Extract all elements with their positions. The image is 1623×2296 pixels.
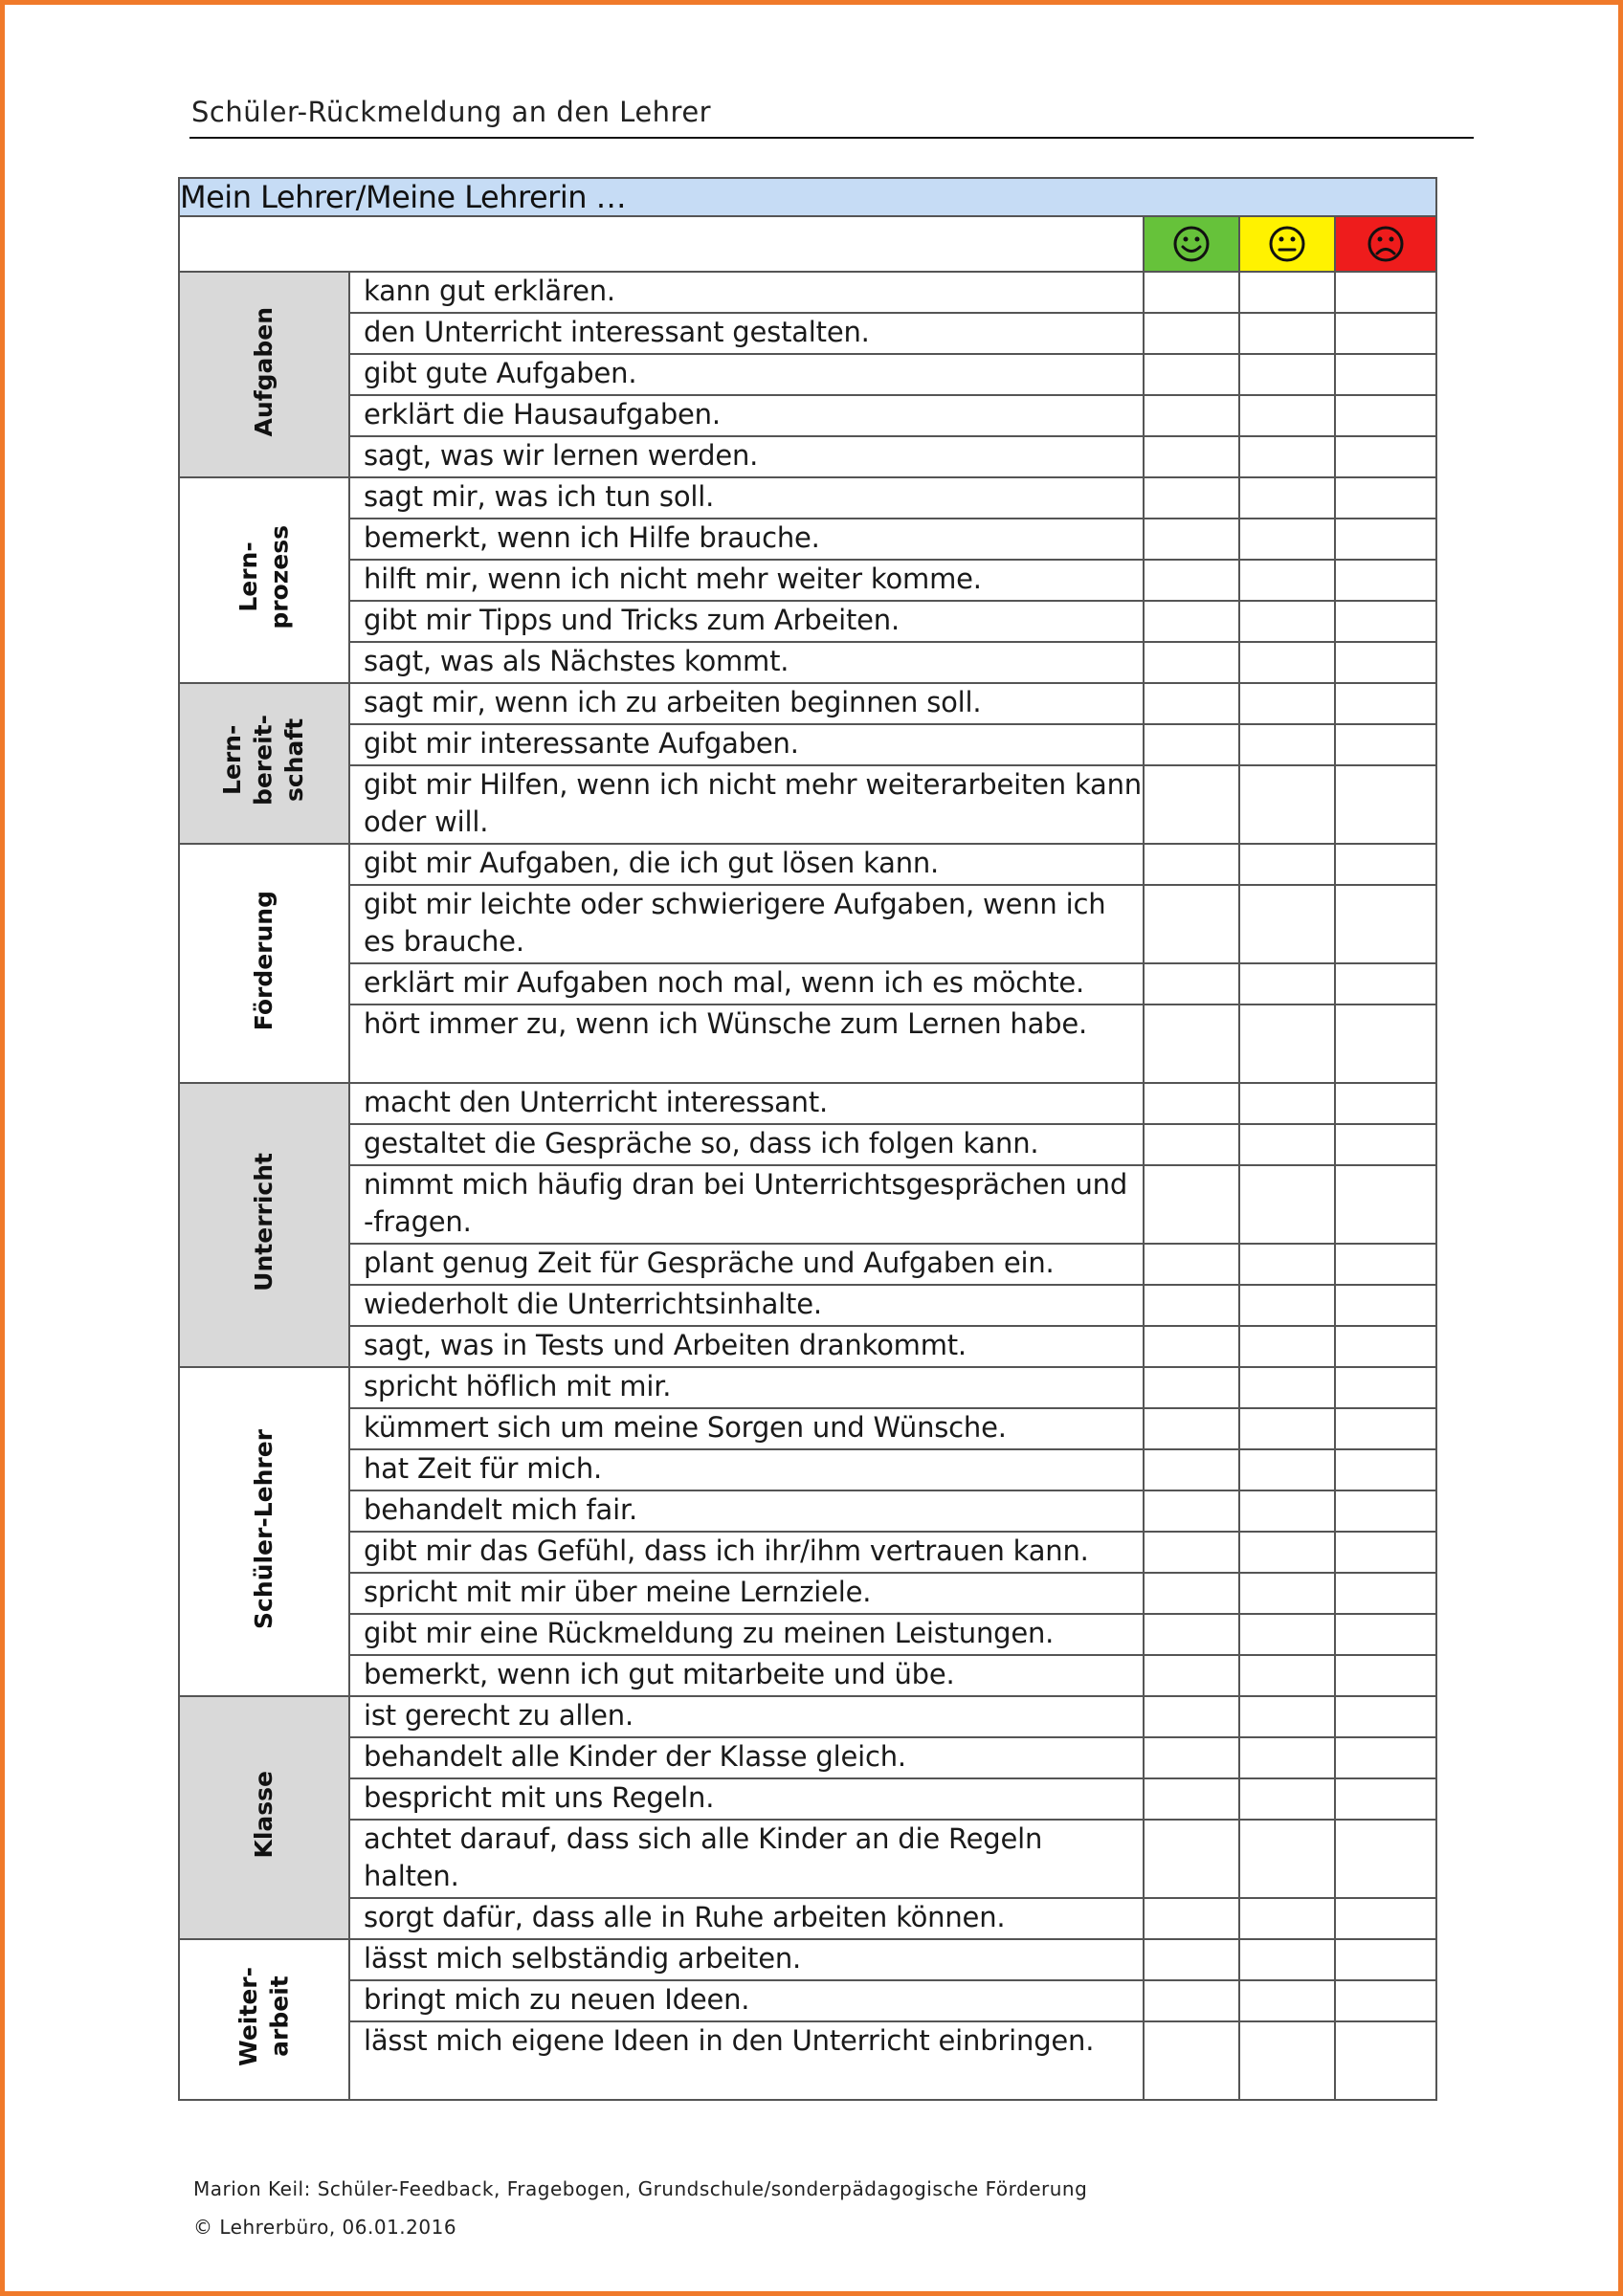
rating-cell-bad[interactable] bbox=[1335, 1165, 1436, 1244]
statement-text: kümmert sich um meine Sorgen und Wünsche. bbox=[349, 1408, 1144, 1449]
rating-cell-neutral[interactable] bbox=[1239, 1655, 1335, 1696]
statement-text: hört immer zu, wenn ich Wünsche zum Lernen habe. bbox=[349, 1004, 1144, 1083]
category-label bbox=[179, 272, 349, 477]
rating-cell-neutral[interactable] bbox=[1239, 1083, 1335, 1124]
statement-text: bemerkt, wenn ich gut mitarbeite und übe. bbox=[349, 1655, 1144, 1696]
rating-cell-bad[interactable] bbox=[1335, 683, 1436, 724]
statement-row bbox=[179, 354, 1436, 395]
rating-cell-neutral[interactable] bbox=[1239, 1165, 1335, 1244]
rating-cell-good[interactable] bbox=[1144, 272, 1239, 313]
category-label-text: Lern- prozess bbox=[233, 525, 293, 629]
rating-cell-neutral[interactable] bbox=[1239, 1737, 1335, 1778]
rating-cell-bad[interactable] bbox=[1335, 642, 1436, 683]
rating-cell-bad[interactable] bbox=[1335, 1326, 1436, 1367]
statement-text: gibt mir Aufgaben, die ich gut lösen kann. bbox=[349, 844, 1144, 885]
rating-cell-good[interactable] bbox=[1144, 1326, 1239, 1367]
rating-cell-good[interactable] bbox=[1144, 885, 1239, 963]
rating-cell-bad[interactable] bbox=[1335, 1573, 1436, 1614]
rating-cell-neutral[interactable] bbox=[1239, 1696, 1335, 1737]
rating-cell-bad[interactable] bbox=[1335, 844, 1436, 885]
footer-author: Marion Keil: Schüler-Feedback, Fragebogen, Grundschule/sonderpädagogische Förderung bbox=[193, 2177, 1088, 2200]
statement-text: erklärt die Hausaufgaben. bbox=[349, 395, 1144, 436]
statement-row bbox=[179, 1449, 1436, 1490]
statement-row bbox=[179, 1696, 1436, 1737]
statement-text: behandelt alle Kinder der Klasse gleich. bbox=[349, 1737, 1144, 1778]
rating-cell-neutral[interactable] bbox=[1239, 395, 1335, 436]
rating-cell-neutral[interactable] bbox=[1239, 560, 1335, 601]
rating-cell-good[interactable] bbox=[1144, 395, 1239, 436]
rating-cell-good[interactable] bbox=[1144, 1980, 1239, 2021]
rating-cell-bad[interactable] bbox=[1335, 1367, 1436, 1408]
statement-text: achtet darauf, dass sich alle Kinder an die Regeln halten. bbox=[349, 1820, 1144, 1898]
rating-cell-neutral[interactable] bbox=[1239, 765, 1335, 844]
smiley-sad-icon bbox=[1367, 225, 1405, 263]
rating-cell-good[interactable] bbox=[1144, 1737, 1239, 1778]
header-divider bbox=[189, 137, 1474, 139]
category-label-text: Weiter- arbeit bbox=[233, 1967, 293, 2066]
statement-row bbox=[179, 436, 1436, 477]
rating-cell-bad[interactable] bbox=[1335, 313, 1436, 354]
rating-cell-good[interactable] bbox=[1144, 1285, 1239, 1326]
rating-cell-bad[interactable] bbox=[1335, 1696, 1436, 1737]
rating-cell-good[interactable] bbox=[1144, 724, 1239, 765]
category-label bbox=[179, 1083, 349, 1367]
category-label-text: Klasse bbox=[249, 1771, 278, 1859]
rating-cell-good[interactable] bbox=[1144, 642, 1239, 683]
rating-cell-good[interactable] bbox=[1144, 765, 1239, 844]
statement-row bbox=[179, 765, 1436, 844]
rating-cell-good[interactable] bbox=[1144, 1820, 1239, 1898]
rating-cell-neutral[interactable] bbox=[1239, 1573, 1335, 1614]
statement-text: sagt, was wir lernen werden. bbox=[349, 436, 1144, 477]
rating-cell-good[interactable] bbox=[1144, 1408, 1239, 1449]
statement-text: kann gut erklären. bbox=[349, 272, 1144, 313]
statement-text: sorgt dafür, dass alle in Ruhe arbeiten können. bbox=[349, 1898, 1144, 1939]
rating-cell-bad[interactable] bbox=[1335, 963, 1436, 1004]
rating-cell-neutral[interactable] bbox=[1239, 1778, 1335, 1820]
category-label bbox=[179, 683, 349, 844]
rating-cell-good[interactable] bbox=[1144, 1367, 1239, 1408]
statement-text: spricht mit mir über meine Lernziele. bbox=[349, 1573, 1144, 1614]
statement-row bbox=[179, 885, 1436, 963]
statement-text: spricht höflich mit mir. bbox=[349, 1367, 1144, 1408]
smiley-neutral-icon bbox=[1268, 225, 1306, 263]
rating-cell-neutral[interactable] bbox=[1239, 1124, 1335, 1165]
statement-text: gibt gute Aufgaben. bbox=[349, 354, 1144, 395]
rating-cell-neutral[interactable] bbox=[1239, 724, 1335, 765]
statement-row bbox=[179, 1614, 1436, 1655]
rating-cell-good[interactable] bbox=[1144, 519, 1239, 560]
statement-row bbox=[179, 1285, 1436, 1326]
smiley-happy-icon bbox=[1172, 225, 1211, 263]
rating-cell-neutral[interactable] bbox=[1239, 1244, 1335, 1285]
rating-cell-neutral[interactable] bbox=[1239, 601, 1335, 642]
statement-text: gibt mir interessante Aufgaben. bbox=[349, 724, 1144, 765]
rating-cell-good[interactable] bbox=[1144, 477, 1239, 519]
statement-text: sagt, was als Nächstes kommt. bbox=[349, 642, 1144, 683]
statement-row bbox=[179, 1244, 1436, 1285]
rating-cell-neutral[interactable] bbox=[1239, 1820, 1335, 1898]
rating-cell-neutral[interactable] bbox=[1239, 963, 1335, 1004]
rating-cell-good[interactable] bbox=[1144, 1449, 1239, 1490]
statement-text: gibt mir eine Rückmeldung zu meinen Leistungen. bbox=[349, 1614, 1144, 1655]
table-title: Mein Lehrer/Meine Lehrerin … bbox=[179, 178, 1436, 216]
statement-row bbox=[179, 1165, 1436, 1244]
category-label-text: Schüler-Lehrer bbox=[249, 1428, 278, 1629]
rating-cell-good[interactable] bbox=[1144, 1939, 1239, 1980]
statement-row bbox=[179, 601, 1436, 642]
rating-cell-bad[interactable] bbox=[1335, 1655, 1436, 1696]
statement-text: sagt mir, was ich tun soll. bbox=[349, 477, 1144, 519]
statement-text: den Unterricht interessant gestalten. bbox=[349, 313, 1144, 354]
page-title: Schüler-Rückmeldung an den Lehrer bbox=[191, 96, 712, 128]
rating-cell-neutral[interactable] bbox=[1239, 1285, 1335, 1326]
rating-cell-bad[interactable] bbox=[1335, 1490, 1436, 1532]
statement-row bbox=[179, 1326, 1436, 1367]
statement-text: gibt mir Hilfen, wenn ich nicht mehr weiterarbeiten kann oder will. bbox=[349, 765, 1144, 844]
rating-cell-good[interactable] bbox=[1144, 1898, 1239, 1939]
rating-cell-neutral[interactable] bbox=[1239, 1980, 1335, 2021]
statement-text: gestaltet die Gespräche so, dass ich folgen kann. bbox=[349, 1124, 1144, 1165]
statement-row bbox=[179, 844, 1436, 885]
statement-row bbox=[179, 313, 1436, 354]
category-label bbox=[179, 1939, 349, 2100]
rating-cell-neutral[interactable] bbox=[1239, 519, 1335, 560]
rating-cell-good[interactable] bbox=[1144, 1696, 1239, 1737]
statement-row bbox=[179, 1490, 1436, 1532]
rating-cell-neutral[interactable] bbox=[1239, 272, 1335, 313]
statement-text: erklärt mir Aufgaben noch mal, wenn ich es möchte. bbox=[349, 963, 1144, 1004]
rating-cell-good[interactable] bbox=[1144, 560, 1239, 601]
rating-cell-neutral[interactable] bbox=[1239, 885, 1335, 963]
rating-cell-neutral[interactable] bbox=[1239, 1490, 1335, 1532]
rating-cell-bad[interactable] bbox=[1335, 1408, 1436, 1449]
statement-text: gibt mir das Gefühl, dass ich ihr/ihm vertrauen kann. bbox=[349, 1532, 1144, 1573]
statement-text: macht den Unterricht interessant. bbox=[349, 1083, 1144, 1124]
category-label-text: Aufgaben bbox=[249, 306, 278, 437]
statement-row bbox=[179, 1124, 1436, 1165]
rating-cell-bad[interactable] bbox=[1335, 1244, 1436, 1285]
category-label-text: Förderung bbox=[249, 890, 278, 1031]
rating-cell-bad[interactable] bbox=[1335, 601, 1436, 642]
rating-bad-header bbox=[1335, 216, 1436, 272]
statement-row bbox=[179, 1898, 1436, 1939]
statement-row bbox=[179, 1004, 1436, 1083]
rating-cell-good[interactable] bbox=[1144, 1532, 1239, 1573]
rating-cell-bad[interactable] bbox=[1335, 560, 1436, 601]
rating-cell-good[interactable] bbox=[1144, 1083, 1239, 1124]
rating-cell-good[interactable] bbox=[1144, 1655, 1239, 1696]
rating-cell-good[interactable] bbox=[1144, 601, 1239, 642]
rating-cell-bad[interactable] bbox=[1335, 1980, 1436, 2021]
rating-cell-neutral[interactable] bbox=[1239, 436, 1335, 477]
statement-row bbox=[179, 1367, 1436, 1408]
rating-cell-good[interactable] bbox=[1144, 844, 1239, 885]
rating-cell-bad[interactable] bbox=[1335, 1124, 1436, 1165]
statement-row bbox=[179, 1939, 1436, 1980]
category-label-text: Lern- bereit- schaft bbox=[218, 715, 309, 806]
rating-cell-neutral[interactable] bbox=[1239, 1532, 1335, 1573]
rating-cell-neutral[interactable] bbox=[1239, 844, 1335, 885]
rating-cell-neutral[interactable] bbox=[1239, 1326, 1335, 1367]
rating-good-header bbox=[1144, 216, 1239, 272]
statement-row bbox=[179, 683, 1436, 724]
rating-cell-neutral[interactable] bbox=[1239, 313, 1335, 354]
rating-cell-good[interactable] bbox=[1144, 1244, 1239, 1285]
rating-cell-bad[interactable] bbox=[1335, 2021, 1436, 2100]
statement-text: lässt mich selbständig arbeiten. bbox=[349, 1939, 1144, 1980]
rating-cell-neutral[interactable] bbox=[1239, 1367, 1335, 1408]
rating-cell-good[interactable] bbox=[1144, 1778, 1239, 1820]
rating-cell-good[interactable] bbox=[1144, 1165, 1239, 1244]
rating-cell-good[interactable] bbox=[1144, 1614, 1239, 1655]
rating-cell-neutral[interactable] bbox=[1239, 354, 1335, 395]
statement-text: lässt mich eigene Ideen in den Unterricht einbringen. bbox=[349, 2021, 1144, 2100]
rating-cell-bad[interactable] bbox=[1335, 1737, 1436, 1778]
rating-cell-bad[interactable] bbox=[1335, 1532, 1436, 1573]
statement-text: gibt mir leichte oder schwierigere Aufgaben, wenn ich es brauche. bbox=[349, 885, 1144, 963]
rating-cell-good[interactable] bbox=[1144, 2021, 1239, 2100]
rating-cell-good[interactable] bbox=[1144, 436, 1239, 477]
category-label bbox=[179, 477, 349, 683]
statement-row bbox=[179, 1737, 1436, 1778]
rating-cell-neutral[interactable] bbox=[1239, 477, 1335, 519]
rating-cell-neutral[interactable] bbox=[1239, 1004, 1335, 1083]
statement-text: behandelt mich fair. bbox=[349, 1490, 1144, 1532]
category-label-text: Unterricht bbox=[249, 1153, 278, 1292]
table-title-row bbox=[179, 178, 1436, 216]
statement-text: gibt mir Tipps und Tricks zum Arbeiten. bbox=[349, 601, 1144, 642]
feedback-table bbox=[178, 177, 1437, 2101]
statement-text: bemerkt, wenn ich Hilfe brauche. bbox=[349, 519, 1144, 560]
rating-cell-bad[interactable] bbox=[1335, 885, 1436, 963]
statement-row bbox=[179, 1778, 1436, 1820]
rating-cell-good[interactable] bbox=[1144, 683, 1239, 724]
rating-cell-bad[interactable] bbox=[1335, 354, 1436, 395]
rating-cell-neutral[interactable] bbox=[1239, 1449, 1335, 1490]
rating-cell-neutral[interactable] bbox=[1239, 642, 1335, 683]
rating-cell-bad[interactable] bbox=[1335, 477, 1436, 519]
rating-header-spacer bbox=[179, 216, 1144, 272]
footer-copyright: © Lehrerbüro, 06.01.2016 bbox=[193, 2216, 457, 2239]
rating-cell-good[interactable] bbox=[1144, 963, 1239, 1004]
statement-row bbox=[179, 1573, 1436, 1614]
rating-cell-neutral[interactable] bbox=[1239, 1614, 1335, 1655]
category-label bbox=[179, 1696, 349, 1939]
rating-cell-bad[interactable] bbox=[1335, 272, 1436, 313]
statement-row bbox=[179, 1820, 1436, 1898]
rating-cell-good[interactable] bbox=[1144, 1490, 1239, 1532]
statement-text: bespricht mit uns Regeln. bbox=[349, 1778, 1144, 1820]
rating-neutral-header bbox=[1239, 216, 1335, 272]
rating-cell-bad[interactable] bbox=[1335, 1820, 1436, 1898]
rating-cell-bad[interactable] bbox=[1335, 724, 1436, 765]
statement-row bbox=[179, 1980, 1436, 2021]
rating-cell-bad[interactable] bbox=[1335, 1898, 1436, 1939]
rating-cell-bad[interactable] bbox=[1335, 1004, 1436, 1083]
statement-row bbox=[179, 272, 1436, 313]
statement-text: wiederholt die Unterrichtsinhalte. bbox=[349, 1285, 1144, 1326]
statement-row bbox=[179, 477, 1436, 519]
rating-cell-good[interactable] bbox=[1144, 1573, 1239, 1614]
rating-cell-good[interactable] bbox=[1144, 313, 1239, 354]
statement-text: hat Zeit für mich. bbox=[349, 1449, 1144, 1490]
rating-cell-bad[interactable] bbox=[1335, 1083, 1436, 1124]
rating-cell-bad[interactable] bbox=[1335, 1449, 1436, 1490]
statement-row bbox=[179, 642, 1436, 683]
statement-row bbox=[179, 1655, 1436, 1696]
statement-row bbox=[179, 519, 1436, 560]
rating-header-row bbox=[179, 216, 1436, 272]
rating-cell-bad[interactable] bbox=[1335, 395, 1436, 436]
statement-text: plant genug Zeit für Gespräche und Aufgaben ein. bbox=[349, 1244, 1144, 1285]
statement-row bbox=[179, 1532, 1436, 1573]
rating-cell-neutral[interactable] bbox=[1239, 1408, 1335, 1449]
statement-text: nimmt mich häufig dran bei Unterrichtsgesprächen und -fragen. bbox=[349, 1165, 1144, 1244]
rating-cell-bad[interactable] bbox=[1335, 1939, 1436, 1980]
rating-cell-neutral[interactable] bbox=[1239, 683, 1335, 724]
rating-cell-bad[interactable] bbox=[1335, 1285, 1436, 1326]
rating-cell-neutral[interactable] bbox=[1239, 1898, 1335, 1939]
statement-row bbox=[179, 2021, 1436, 2100]
rating-cell-bad[interactable] bbox=[1335, 436, 1436, 477]
statement-row bbox=[179, 1408, 1436, 1449]
rating-cell-bad[interactable] bbox=[1335, 1614, 1436, 1655]
statement-text: ist gerecht zu allen. bbox=[349, 1696, 1144, 1737]
statement-text: sagt, was in Tests und Arbeiten drankommt. bbox=[349, 1326, 1144, 1367]
statement-row bbox=[179, 560, 1436, 601]
category-label bbox=[179, 844, 349, 1083]
rating-cell-neutral[interactable] bbox=[1239, 2021, 1335, 2100]
statement-row bbox=[179, 724, 1436, 765]
statement-row bbox=[179, 1083, 1436, 1124]
rating-cell-good[interactable] bbox=[1144, 1004, 1239, 1083]
rating-cell-bad[interactable] bbox=[1335, 519, 1436, 560]
rating-cell-neutral[interactable] bbox=[1239, 1939, 1335, 1980]
statement-text: hilft mir, wenn ich nicht mehr weiter komme. bbox=[349, 560, 1144, 601]
statement-text: sagt mir, wenn ich zu arbeiten beginnen soll. bbox=[349, 683, 1144, 724]
rating-cell-good[interactable] bbox=[1144, 354, 1239, 395]
statement-row bbox=[179, 395, 1436, 436]
category-label bbox=[179, 1367, 349, 1696]
statement-row bbox=[179, 963, 1436, 1004]
rating-cell-bad[interactable] bbox=[1335, 765, 1436, 844]
rating-cell-good[interactable] bbox=[1144, 1124, 1239, 1165]
statement-text: bringt mich zu neuen Ideen. bbox=[349, 1980, 1144, 2021]
rating-cell-bad[interactable] bbox=[1335, 1778, 1436, 1820]
